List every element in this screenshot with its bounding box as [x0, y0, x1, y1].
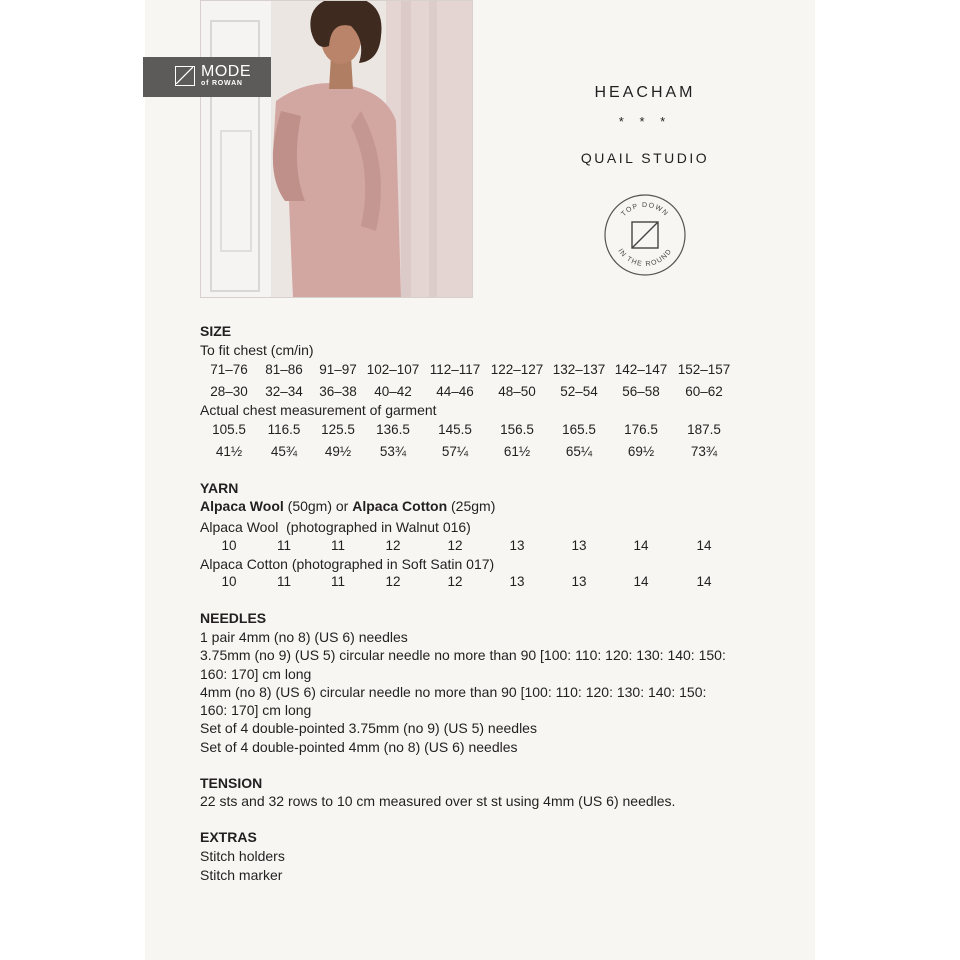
size-cell: 13 [571, 574, 587, 589]
size-cell: 61½ [503, 444, 531, 459]
brand-badge [143, 57, 271, 97]
size-cell: 12 [385, 538, 401, 553]
size-cell: 165.5 [562, 422, 596, 437]
yarn-type-cotton: Alpaca Cotton [352, 498, 448, 514]
brand-sub: of ROWAN [201, 80, 243, 87]
size-cell: 81–86 [265, 362, 303, 377]
size-cell: 12 [385, 574, 401, 589]
size-cell: 56–58 [622, 384, 660, 399]
needles-line: Set of 4 double-pointed 4mm (no 8) (US 6) needles [200, 739, 518, 755]
size-cell: 11 [276, 538, 291, 553]
size-cell: 40–42 [374, 384, 412, 399]
yarn-wool-label: Alpaca Wool (photographed in Walnut 016) [200, 519, 471, 535]
size-cell: 11 [330, 574, 345, 589]
extras-heading: EXTRAS [200, 829, 257, 845]
size-cell: 132–137 [552, 362, 606, 377]
size-cell: 13 [509, 538, 525, 553]
svg-text:IN THE ROUND [616, 248, 673, 269]
stamp-top-text: TOP DOWN [620, 201, 670, 219]
size-cell: 14 [633, 538, 649, 553]
size-cell: 11 [276, 574, 291, 589]
size-cell: 102–107 [366, 362, 420, 377]
title-divider: * * * [618, 114, 672, 129]
needles-line: Set of 4 double-pointed 3.75mm (no 9) (US 5) needles [200, 720, 537, 736]
size-cell: 125.5 [321, 422, 355, 437]
size-heading: SIZE [200, 323, 232, 339]
brand-logo-icon [175, 66, 195, 86]
size-cell: 142–147 [614, 362, 668, 377]
size-cell: 69½ [627, 444, 655, 459]
size-cell: 152–157 [677, 362, 731, 377]
yarn-type-wool: Alpaca Wool [200, 498, 284, 514]
size-cell: 36–38 [319, 384, 357, 399]
size-cell: 10 [221, 574, 237, 589]
size-cell: 91–97 [319, 362, 357, 377]
tension-text: 22 sts and 32 rows to 10 cm measured over st st using 4mm (US 6) needles. [200, 793, 676, 809]
size-cell: 65¼ [565, 444, 593, 459]
size-cell: 116.5 [267, 422, 301, 437]
model-photo [200, 0, 473, 298]
size-cell: 13 [571, 538, 587, 553]
brand-name: MODE [201, 63, 251, 80]
size-cell: 145.5 [438, 422, 472, 437]
svg-text:TOP DOWN [620, 202, 669, 218]
needles-line: 160: 170] cm long [200, 666, 312, 682]
size-cell: 60–62 [685, 384, 723, 399]
needles-line: 4mm (no 8) (US 6) circular needle no more than 90 [100: 110: 120: 130: 140: 150: [200, 684, 707, 700]
yarn-heading: YARN [200, 480, 239, 496]
size-cell: 13 [509, 574, 525, 589]
size-cell: 122–127 [490, 362, 544, 377]
size-cell: 112–117 [429, 362, 481, 377]
size-cell: 12 [447, 574, 463, 589]
size-cell: 28–30 [210, 384, 248, 399]
size-cell: 44–46 [436, 384, 474, 399]
size-cell: 105.5 [212, 422, 246, 437]
needles-line: 160: 170] cm long [200, 702, 312, 718]
size-actual-label: Actual chest measurement of garment [200, 402, 437, 418]
size-cell: 49½ [324, 444, 352, 459]
yarn-types [200, 497, 495, 515]
pattern-title: HEACHAM [594, 84, 696, 101]
top-down-stamp-icon [603, 193, 687, 277]
size-fit-label: To fit chest (cm/in) [200, 342, 314, 358]
size-cell: 32–34 [265, 384, 303, 399]
yarn-weight-wool: (50gm) or [283, 498, 353, 514]
needles-line: 1 pair 4mm (no 8) (US 6) needles [200, 629, 408, 645]
tension-heading: TENSION [200, 775, 263, 791]
size-cell: 14 [696, 538, 712, 553]
size-cell: 11 [330, 538, 345, 553]
yarn-cotton-label: Alpaca Cotton (photographed in Soft Satin 017) [200, 556, 495, 572]
size-cell: 187.5 [687, 422, 721, 437]
size-cell: 45¾ [270, 444, 298, 459]
size-cell: 14 [633, 574, 649, 589]
yarn-weight-cotton: (25gm) [447, 498, 496, 514]
extras-item: Stitch holders [200, 848, 285, 864]
size-cell: 41½ [215, 444, 243, 459]
size-cell: 12 [447, 538, 463, 553]
size-cell: 52–54 [560, 384, 598, 399]
size-cell: 71–76 [210, 362, 248, 377]
needles-line: 3.75mm (no 9) (US 5) circular needle no more than 90 [100: 110: 120: 130: 140: 150: [200, 647, 726, 663]
designer-name: QUAIL STUDIO [580, 150, 710, 166]
needles-heading: NEEDLES [200, 610, 267, 626]
size-cell: 73¾ [690, 444, 718, 459]
size-cell: 48–50 [498, 384, 536, 399]
size-cell: 156.5 [500, 422, 534, 437]
size-cell: 10 [221, 538, 237, 553]
size-cell: 53¾ [379, 444, 407, 459]
size-cell: 176.5 [624, 422, 658, 437]
extras-item: Stitch marker [200, 867, 283, 883]
size-cell: 136.5 [376, 422, 410, 437]
size-cell: 57¼ [441, 444, 469, 459]
stamp-bottom-text: IN THE ROUND [616, 247, 674, 269]
size-cell: 14 [696, 574, 712, 589]
